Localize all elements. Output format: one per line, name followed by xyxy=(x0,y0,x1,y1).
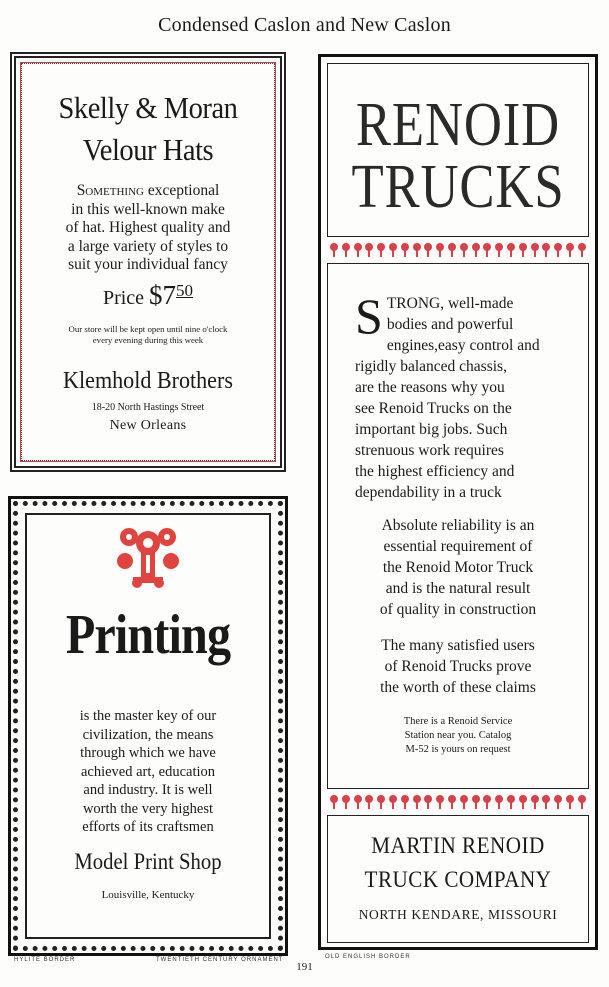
caption-twentieth: TWENTIETH CENTURY ORNAMENT xyxy=(156,957,284,963)
price-cents: 50 xyxy=(176,281,194,300)
renoid-para1-line: strenuous work requires xyxy=(355,442,504,459)
renoid-para1-line: see Renoid Trucks on the xyxy=(355,400,512,417)
price-dollars: $7 xyxy=(149,280,177,310)
printing-line: achieved art, education xyxy=(80,763,216,780)
renoid-para1-line: important big jobs. Such xyxy=(355,421,508,438)
renoid-firm-line1: MARTIN RENOID xyxy=(371,833,545,858)
renoid-firm-line2: TRUCK COMPANY xyxy=(364,867,552,892)
renoid-note xyxy=(321,715,595,757)
renoid-para1 xyxy=(355,288,567,503)
hats-body-lead: Something xyxy=(76,182,144,199)
renoid-note-line: M-52 is yours on request xyxy=(405,744,511,755)
ad-velour-hats xyxy=(10,52,286,472)
renoid-para2-line: of quality in construction xyxy=(379,601,537,618)
hats-body-line1: exceptional xyxy=(143,182,220,199)
ad-renoid-trucks xyxy=(318,54,598,950)
printing-line: efforts of its craftsmen xyxy=(82,819,214,835)
printing-city: Louisville, Kentucky xyxy=(101,889,195,901)
renoid-para2-line: the Renoid Motor Truck xyxy=(382,559,534,576)
printing-line: worth the very highest xyxy=(82,800,214,817)
printing-body xyxy=(11,707,285,837)
hats-body-line5: suit your individual fancy xyxy=(68,256,228,273)
printing-firm: Model Print Shop xyxy=(74,849,222,874)
caption-hylite: HYLITE BORDER xyxy=(14,957,76,963)
hats-note-line2: every evening during this week xyxy=(92,335,204,345)
caption-old-english: OLD ENGLISH BORDER xyxy=(325,954,411,960)
hats-body-line4: a large variety of styles to xyxy=(67,237,229,255)
renoid-note-line: There is a Renoid Service xyxy=(403,716,513,727)
renoid-para2-line: essential requirement of xyxy=(383,538,533,555)
renoid-para1-line: bodies and powerful xyxy=(386,316,514,333)
drop-cap: S xyxy=(355,288,383,344)
hats-firm: Klemhold Brothers xyxy=(63,368,233,394)
renoid-para1-line: TRONG, well-made xyxy=(386,295,514,312)
renoid-para3-line: the worth of these claims xyxy=(380,679,536,696)
hats-note xyxy=(16,324,280,346)
printing-line: and industry. It is well xyxy=(83,782,213,798)
printing-line: is the master key of our xyxy=(79,708,217,724)
renoid-para2-line: and is the natural result xyxy=(385,580,531,597)
renoid-para3 xyxy=(321,635,595,698)
renoid-location: NORTH KENDARE, MISSOURI xyxy=(358,907,558,922)
renoid-note-line: Station near you. Catalog xyxy=(404,730,512,741)
renoid-para1-line: dependability in a truck xyxy=(355,484,502,501)
ornament-row-bottom xyxy=(329,795,587,809)
printing-title: Printing xyxy=(65,604,231,666)
printing-line: civilization, the means xyxy=(82,726,214,743)
renoid-para3-line: The many satisfied users xyxy=(381,637,535,654)
price-label: Price xyxy=(102,287,150,309)
floral-ornament-icon xyxy=(111,521,185,591)
renoid-para1-line: engines,easy control and xyxy=(386,337,540,354)
hats-city: New Orleans xyxy=(109,418,187,433)
page-number: 191 xyxy=(296,961,313,973)
ad-printing xyxy=(8,496,288,956)
ornament-row-top xyxy=(329,243,587,257)
renoid-para1-line: rigidly balanced chassis, xyxy=(355,358,507,375)
hats-title-line2: Velour Hats xyxy=(82,132,214,167)
renoid-para1-line: are the reasons why you xyxy=(355,379,505,396)
renoid-para2-line: Absolute reliability is an xyxy=(381,517,535,534)
printing-line: through which we have xyxy=(80,745,216,761)
hats-note-line1: Our store will be kept open until nine o'clock xyxy=(68,324,228,334)
hats-body-line2: in this well-known make xyxy=(71,200,225,218)
hats-price xyxy=(16,280,280,311)
hats-address: 18-20 North Hastings Street xyxy=(91,402,205,413)
hats-title-line1: Skelly & Moran xyxy=(58,90,238,125)
renoid-title-line2: TRUCKS xyxy=(351,153,565,221)
renoid-title-line1: RENOID xyxy=(355,91,561,159)
page-title: Condensed Caslon and New Caslon xyxy=(158,14,451,36)
hats-body xyxy=(16,182,280,275)
renoid-para2 xyxy=(321,515,595,620)
renoid-para1-line: the highest efficiency and xyxy=(355,463,515,480)
hats-body-line3: of hat. Highest quality and xyxy=(65,219,231,236)
renoid-para3-line: of Renoid Trucks prove xyxy=(384,658,532,675)
